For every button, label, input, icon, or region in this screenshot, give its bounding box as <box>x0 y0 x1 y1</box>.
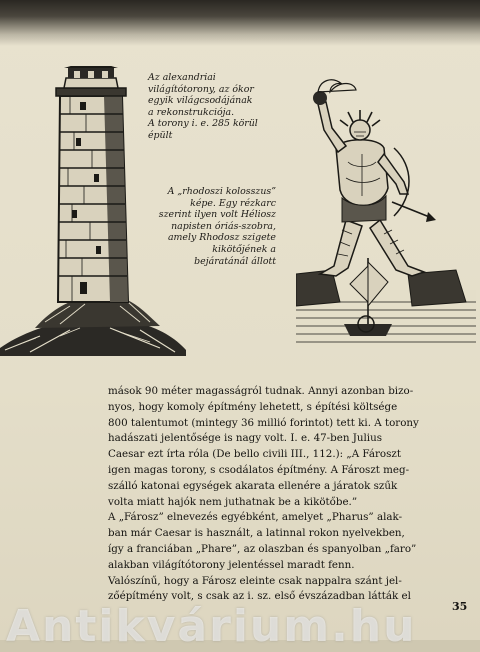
body-line: 800 talentumot (mintegy 36 millió forintot) tett ki. A torony <box>108 416 419 429</box>
colossus-illustration <box>296 70 476 360</box>
colossus-caption: A „rhodoszi kolosszus” képe. Egy rézkarc szerint ilyen volt Héliosz napisten óriás-szobra, amely Rhodosz szigete kikötőjének a bejáratánál állott <box>158 186 276 267</box>
lighthouse-caption: Az alexandriai világítótorony, az ókor egyik világcsodájának a rekonstrukciója. A torony i. e. 285 körül épült <box>148 72 258 141</box>
body-line: ban már Caesar is használt, a latinnal rokon nyelvekben, <box>108 527 405 540</box>
body-line: hadászati jelentősége is nagy volt. I. e. 47-ben Julius <box>108 432 383 445</box>
watermark-logo: Antikvárium.hu <box>6 601 417 652</box>
body-line: zőépítmény volt, s csak az i. sz. első évszázadban látták el <box>108 590 411 603</box>
body-line: nyos, hogy komoly építmény lehetett, s építési költsége <box>108 400 398 413</box>
body-line: alakban világítótorony jelentéssel maradt fenn. <box>108 558 355 571</box>
body-line: mások 90 méter magasságról tudnak. Annyi azonban bizo- <box>108 385 414 397</box>
body-line: így a franciában „Phare”, az olaszban és spanyolban „faro” <box>108 542 417 555</box>
body-line: Valószínű, hogy a Fárosz eleinte csak nappalra szánt jel- <box>108 574 402 587</box>
body-text <box>108 384 466 605</box>
page-number: 35 <box>452 600 468 613</box>
page-top-shadow <box>0 0 480 46</box>
body-line: volta miatt hajók nem juthatnak be a kikötőbe.” <box>108 495 358 508</box>
body-line: szálló katonai egységek akarata ellenére a járatok szűk <box>108 479 398 492</box>
body-line: igen magas torony, s csodálatos építmény. A Fároszt meg- <box>108 463 410 476</box>
body-line: Caesar ezt írta róla (De bello civili III., 112.): „A Fároszt <box>108 448 401 461</box>
body-line: A „Fárosz” elnevezés egyébként, amelyet „Pharus” alak- <box>108 511 403 524</box>
